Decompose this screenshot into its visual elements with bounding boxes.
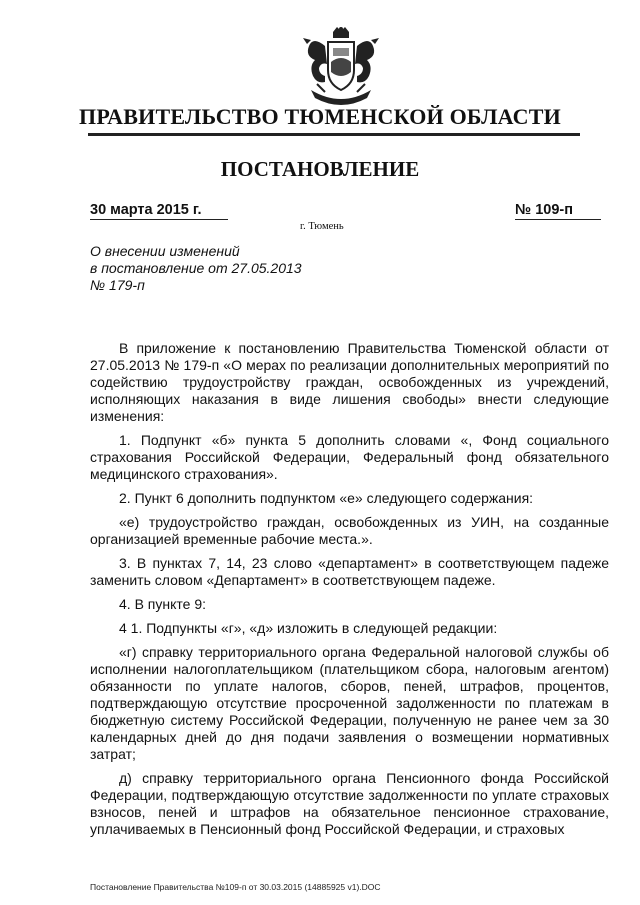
document-number: № 109-п (515, 202, 601, 220)
document-city: г. Тюмень (300, 221, 344, 232)
body-paragraph: 2. Пункт 6 дополнить подпунктом «е» следующего содержания: (119, 490, 534, 506)
document-date: 30 марта 2015 г. (90, 202, 228, 220)
body-paragraph: 3. В пунктах 7, 14, 23 слово «департамент» в соответствующем падеже заменить словом «Департамент» в соответствующем падеже. (90, 555, 609, 588)
subject-line: в постановление от 27.05.2013 (90, 260, 302, 276)
body-paragraph: «г) справку территориального органа Федеральной налоговой службы об исполнении налогоплательщиком (плательщиком сбора, налоговым агентом) обязанности по уплате налогов, сборов, пеней, штрафов, процентов, подтверждающую отсутствие просроченной задолженности по платежам в бюджетную систему Российской Федерации, полученную не ранее чем за 30 календарных дней до дня подачи заявления о возмещении нормативных затрат; (90, 644, 609, 762)
title-divider (88, 133, 580, 136)
body-paragraph: 1. Подпункт «б» пункта 5 дополнить словами «, Фонд социального страхования Российской Федерации, Федеральный фонд обязательного медицинского страхования». (90, 432, 609, 482)
body-paragraph: В приложение к постановлению Правительства Тюменской области от 27.05.2013 № 179-п «О мерах по реализации дополнительных мероприятий по содействию трудоустройству граждан, освобожденных из учреждений, исполняющих наказания в виде лишения свободы» внести следующие изменения: (90, 340, 609, 424)
document-type-title: ПОСТАНОВЛЕНИЕ (220, 157, 420, 181)
subject-line: № 179-п (90, 277, 145, 293)
subject-line: О внесении изменений (90, 243, 240, 259)
government-title: ПРАВИТЕЛЬСТВО ТЮМЕНСКОЙ ОБЛАСТИ (79, 104, 561, 129)
document-subject (90, 243, 302, 294)
body-paragraph: «е) трудоустройство граждан, освобожденных из УИН, на созданные организацией временные рабочие места.». (90, 514, 609, 547)
coat-of-arms-icon (295, 26, 387, 110)
document-body (90, 340, 609, 845)
body-paragraph: д) справку территориального органа Пенсионного фонда Российской Федерации, подтверждающую отсутствие задолженности по уплате страховых взносов, пеней и штрафов на обязательное пенсионное страхование, уплачиваемых в Пенсионный фонд Российской Федерации, и страховых (90, 770, 609, 837)
document-footer: Постановление Правительства №109-п от 30.03.2015 (14885925 v1).DOC (90, 882, 381, 892)
body-paragraph: 4. В пункте 9: (119, 596, 206, 612)
body-paragraph: 4 1. Подпункты «г», «д» изложить в следующей редакции: (119, 620, 498, 636)
